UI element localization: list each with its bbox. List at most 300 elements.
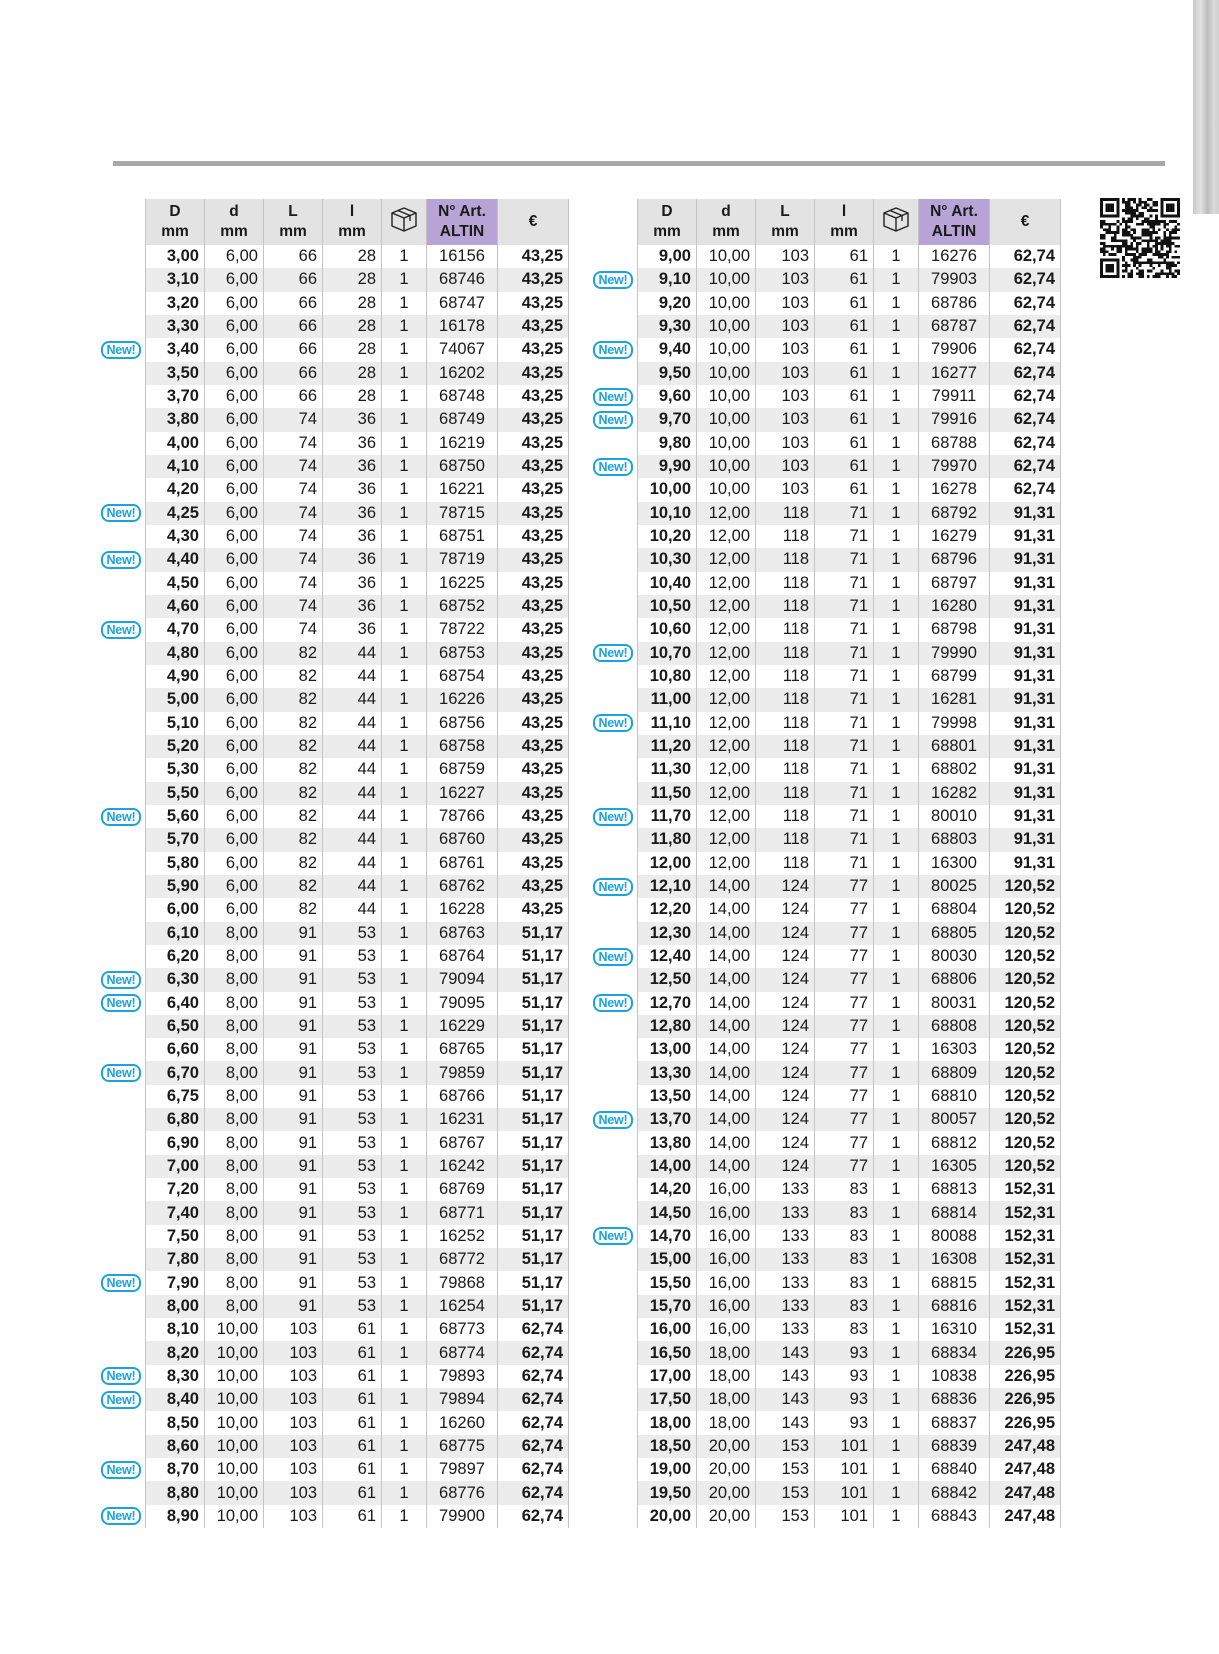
cell-pack-qty: 1: [382, 432, 427, 455]
cell-article-number: 16305: [919, 1155, 990, 1178]
cell-pack-qty: 1: [874, 1318, 919, 1341]
cell-pack-qty: 1: [874, 1178, 919, 1201]
cell-shank-diameter: 10,00: [697, 455, 756, 478]
table-row: [146, 595, 569, 618]
cell-flute-length: 83: [815, 1248, 874, 1271]
cell-flute-length: 77: [815, 968, 874, 991]
cell-pack-qty: 1: [382, 338, 427, 361]
cell-price: 226,95: [990, 1411, 1061, 1434]
cell-price: 91,31: [990, 665, 1061, 688]
cell-price: 62,74: [990, 338, 1061, 361]
cell-flute-length: 101: [815, 1458, 874, 1481]
cell-total-length: 91: [264, 1295, 323, 1318]
cell-flute-length: 53: [323, 945, 382, 968]
cell-shank-diameter: 12,00: [697, 688, 756, 711]
cell-flute-length: 61: [323, 1388, 382, 1411]
cell-flute-length: 71: [815, 548, 874, 571]
table-row: [638, 922, 1061, 945]
cell-article-number: 16310: [919, 1318, 990, 1341]
cell-article-number: 68840: [919, 1458, 990, 1481]
cell-article-number: 79900: [427, 1505, 498, 1528]
cell-total-length: 133: [756, 1225, 815, 1248]
cell-shank-diameter: 10,00: [697, 338, 756, 361]
new-badge: New!: [101, 1064, 141, 1082]
cell-shank-diameter: 6,00: [205, 385, 264, 408]
cell-total-length: 153: [756, 1458, 815, 1481]
cell-pack-qty: 1: [874, 1201, 919, 1224]
cell-article-number: 68769: [427, 1178, 498, 1201]
cell-total-length: 74: [264, 432, 323, 455]
cell-price: 62,74: [990, 362, 1061, 385]
cell-flute-length: 53: [323, 992, 382, 1015]
cell-shank-diameter: 8,00: [205, 1061, 264, 1084]
cell-total-length: 91: [264, 1178, 323, 1201]
cell-pack-qty: 1: [874, 758, 919, 781]
cell-diameter: 3,00: [146, 245, 205, 268]
cell-flute-length: 101: [815, 1435, 874, 1458]
cell-shank-diameter: 12,00: [697, 782, 756, 805]
cell-diameter: 14,50: [638, 1201, 697, 1224]
table-row: [638, 595, 1061, 618]
table-row: [638, 362, 1061, 385]
cell-flute-length: 36: [323, 525, 382, 548]
cell-diameter: 6,10: [146, 922, 205, 945]
cell-diameter: 12,70: [638, 992, 697, 1015]
cell-flute-length: 36: [323, 408, 382, 431]
table-row: [638, 782, 1061, 805]
cell-shank-diameter: 8,00: [205, 1038, 264, 1061]
cell-flute-length: 44: [323, 735, 382, 758]
cell-flute-length: 61: [323, 1318, 382, 1341]
cell-shank-diameter: 6,00: [205, 338, 264, 361]
table-row: [638, 1038, 1061, 1061]
cell-total-length: 103: [756, 455, 815, 478]
cell-flute-length: 28: [323, 245, 382, 268]
cell-shank-diameter: 14,00: [697, 898, 756, 921]
cell-pack-qty: 1: [382, 618, 427, 641]
qr-code-icon[interactable]: [1100, 198, 1180, 278]
cell-diameter: 20,00: [638, 1505, 697, 1528]
cell-shank-diameter: 16,00: [697, 1201, 756, 1224]
table-row: [146, 852, 569, 875]
cell-total-length: 118: [756, 735, 815, 758]
table-row: [638, 758, 1061, 781]
cell-diameter: 5,60: [146, 805, 205, 828]
cell-shank-diameter: 12,00: [697, 828, 756, 851]
cell-price: 91,31: [990, 525, 1061, 548]
cell-shank-diameter: 8,00: [205, 1248, 264, 1271]
cell-price: 152,31: [990, 1178, 1061, 1201]
table-row: [146, 1341, 569, 1364]
cell-flute-length: 53: [323, 1155, 382, 1178]
cell-article-number: 16226: [427, 688, 498, 711]
cell-flute-length: 44: [323, 828, 382, 851]
cell-pack-qty: 1: [874, 338, 919, 361]
cell-total-length: 66: [264, 292, 323, 315]
cell-diameter: 5,30: [146, 758, 205, 781]
cell-price: 91,31: [990, 618, 1061, 641]
cell-diameter: 13,50: [638, 1085, 697, 1108]
cell-pack-qty: 1: [382, 875, 427, 898]
cell-diameter: 5,80: [146, 852, 205, 875]
cell-article-number: 16276: [919, 245, 990, 268]
cell-total-length: 153: [756, 1481, 815, 1504]
cell-diameter: 3,50: [146, 362, 205, 385]
cell-flute-length: 61: [815, 268, 874, 291]
cell-pack-qty: 1: [382, 735, 427, 758]
cell-pack-qty: 1: [874, 1108, 919, 1131]
cell-flute-length: 71: [815, 828, 874, 851]
new-badge: New!: [593, 878, 633, 896]
cell-price: 43,25: [498, 408, 569, 431]
cell-diameter: 10,10: [638, 502, 697, 525]
table-row: [146, 292, 569, 315]
cell-shank-diameter: 12,00: [697, 758, 756, 781]
cell-price: 152,31: [990, 1318, 1061, 1341]
price-table-right: [637, 199, 1061, 1528]
cell-pack-qty: 1: [382, 782, 427, 805]
cell-diameter: 4,20: [146, 478, 205, 501]
table-row: [638, 712, 1061, 735]
cell-shank-diameter: 10,00: [697, 432, 756, 455]
cell-shank-diameter: 6,00: [205, 292, 264, 315]
cell-article-number: 16303: [919, 1038, 990, 1061]
cell-shank-diameter: 14,00: [697, 945, 756, 968]
cell-flute-length: 44: [323, 898, 382, 921]
cell-flute-length: 53: [323, 1178, 382, 1201]
cell-flute-length: 61: [815, 455, 874, 478]
cell-total-length: 133: [756, 1178, 815, 1201]
cell-diameter: 8,00: [146, 1295, 205, 1318]
cell-price: 43,25: [498, 478, 569, 501]
cell-total-length: 74: [264, 595, 323, 618]
cell-total-length: 103: [264, 1341, 323, 1364]
cell-article-number: 16300: [919, 852, 990, 875]
cell-pack-qty: 1: [382, 1271, 427, 1294]
table-row: [638, 1108, 1061, 1131]
cell-article-number: 79859: [427, 1061, 498, 1084]
cell-pack-qty: 1: [382, 1365, 427, 1388]
cell-diameter: 11,20: [638, 735, 697, 758]
cell-total-length: 91: [264, 1085, 323, 1108]
cell-diameter: 13,00: [638, 1038, 697, 1061]
cell-price: 62,74: [990, 455, 1061, 478]
cell-article-number: 80031: [919, 992, 990, 1015]
cell-flute-length: 44: [323, 642, 382, 665]
cell-article-number: 68808: [919, 1015, 990, 1038]
cell-flute-length: 28: [323, 315, 382, 338]
cell-pack-qty: 1: [382, 712, 427, 735]
new-badge: New!: [101, 341, 141, 359]
cell-total-length: 118: [756, 525, 815, 548]
cell-price: 43,25: [498, 548, 569, 571]
cell-shank-diameter: 14,00: [697, 1061, 756, 1084]
cell-total-length: 153: [756, 1435, 815, 1458]
cell-price: 51,17: [498, 1271, 569, 1294]
cell-article-number: 16282: [919, 782, 990, 805]
cell-total-length: 133: [756, 1201, 815, 1224]
cell-article-number: 68843: [919, 1505, 990, 1528]
cell-article-number: 68812: [919, 1131, 990, 1154]
cell-total-length: 82: [264, 665, 323, 688]
cell-pack-qty: 1: [382, 968, 427, 991]
cell-diameter: 6,50: [146, 1015, 205, 1038]
table-row: [638, 1435, 1061, 1458]
cell-total-length: 103: [756, 385, 815, 408]
cell-pack-qty: 1: [874, 1365, 919, 1388]
cell-article-number: 79903: [919, 268, 990, 291]
cell-price: 62,74: [990, 292, 1061, 315]
cell-article-number: 79893: [427, 1365, 498, 1388]
cell-price: 51,17: [498, 1178, 569, 1201]
table-row: [146, 945, 569, 968]
table-row: [638, 408, 1061, 431]
cell-diameter: 9,90: [638, 455, 697, 478]
cell-total-length: 103: [756, 362, 815, 385]
cell-price: 91,31: [990, 502, 1061, 525]
cell-total-length: 91: [264, 1201, 323, 1224]
cell-total-length: 133: [756, 1271, 815, 1294]
cell-price: 51,17: [498, 1085, 569, 1108]
table-row: [638, 478, 1061, 501]
cell-total-length: 103: [756, 315, 815, 338]
cell-shank-diameter: 6,00: [205, 362, 264, 385]
cell-total-length: 133: [756, 1295, 815, 1318]
cell-flute-length: 44: [323, 665, 382, 688]
cell-article-number: 68760: [427, 828, 498, 851]
cell-article-number: 68839: [919, 1435, 990, 1458]
cell-price: 120,52: [990, 875, 1061, 898]
cell-price: 152,31: [990, 1248, 1061, 1271]
table-row: [638, 828, 1061, 851]
table-row: [638, 852, 1061, 875]
cell-article-number: 79990: [919, 642, 990, 665]
cell-flute-length: 77: [815, 992, 874, 1015]
cell-shank-diameter: 6,00: [205, 432, 264, 455]
cell-pack-qty: 1: [874, 712, 919, 735]
cell-total-length: 82: [264, 758, 323, 781]
cell-pack-qty: 1: [382, 1295, 427, 1318]
cell-flute-length: 71: [815, 758, 874, 781]
table-row: [146, 1038, 569, 1061]
cell-total-length: 118: [756, 618, 815, 641]
cell-price: 43,25: [498, 268, 569, 291]
cell-article-number: 79906: [919, 338, 990, 361]
cell-shank-diameter: 14,00: [697, 1155, 756, 1178]
cell-price: 43,25: [498, 432, 569, 455]
cell-pack-qty: 1: [874, 1015, 919, 1038]
cell-article-number: 79094: [427, 968, 498, 991]
col-header-qty: [382, 199, 427, 245]
cell-total-length: 91: [264, 1061, 323, 1084]
cell-price: 247,48: [990, 1505, 1061, 1528]
cell-shank-diameter: 10,00: [697, 408, 756, 431]
table-row: [638, 1131, 1061, 1154]
cell-price: 43,25: [498, 828, 569, 851]
cell-price: 120,52: [990, 1038, 1061, 1061]
cell-price: 62,74: [498, 1435, 569, 1458]
cell-diameter: 8,40: [146, 1388, 205, 1411]
cell-article-number: 68810: [919, 1085, 990, 1108]
cell-shank-diameter: 8,00: [205, 1155, 264, 1178]
cell-total-length: 74: [264, 572, 323, 595]
table-row: [638, 618, 1061, 641]
cell-total-length: 103: [756, 432, 815, 455]
cell-pack-qty: 1: [874, 945, 919, 968]
table-row: [638, 1225, 1061, 1248]
cell-pack-qty: 1: [874, 525, 919, 548]
cell-price: 91,31: [990, 548, 1061, 571]
table-row: [146, 432, 569, 455]
cell-price: 62,74: [990, 478, 1061, 501]
table-row: [638, 315, 1061, 338]
cell-total-length: 103: [264, 1435, 323, 1458]
cell-article-number: 68772: [427, 1248, 498, 1271]
cell-price: 62,74: [498, 1388, 569, 1411]
cell-pack-qty: 1: [382, 898, 427, 921]
table-row: [146, 712, 569, 735]
cell-price: 120,52: [990, 1108, 1061, 1131]
cell-price: 43,25: [498, 688, 569, 711]
col-header-D: D mm: [146, 199, 205, 245]
cell-diameter: 4,00: [146, 432, 205, 455]
cell-total-length: 124: [756, 1108, 815, 1131]
cell-flute-length: 61: [815, 315, 874, 338]
cell-diameter: 5,70: [146, 828, 205, 851]
cell-total-length: 124: [756, 1038, 815, 1061]
cell-diameter: 4,90: [146, 665, 205, 688]
table-row: [638, 1481, 1061, 1504]
cell-pack-qty: 1: [382, 455, 427, 478]
table-row: [638, 1341, 1061, 1364]
cell-article-number: 79095: [427, 992, 498, 1015]
cell-pack-qty: 1: [382, 1458, 427, 1481]
cell-total-length: 91: [264, 1015, 323, 1038]
cell-flute-length: 28: [323, 362, 382, 385]
table-row: [638, 875, 1061, 898]
cell-pack-qty: 1: [382, 665, 427, 688]
cell-article-number: 79894: [427, 1388, 498, 1411]
cell-flute-length: 36: [323, 478, 382, 501]
cell-pack-qty: 1: [382, 1248, 427, 1271]
table-row: [146, 268, 569, 291]
cell-shank-diameter: 12,00: [697, 735, 756, 758]
cell-total-length: 133: [756, 1248, 815, 1271]
cell-article-number: 68801: [919, 735, 990, 758]
table-row: [146, 688, 569, 711]
col-header-D: D mm: [638, 199, 697, 245]
cell-article-number: 68758: [427, 735, 498, 758]
table-row: [146, 455, 569, 478]
cell-total-length: 103: [264, 1411, 323, 1434]
cell-diameter: 11,80: [638, 828, 697, 851]
cell-pack-qty: 1: [382, 572, 427, 595]
table-row: [638, 1411, 1061, 1434]
cell-shank-diameter: 14,00: [697, 992, 756, 1015]
cell-flute-length: 61: [815, 292, 874, 315]
table-row: [638, 1388, 1061, 1411]
cell-total-length: 74: [264, 618, 323, 641]
cell-total-length: 66: [264, 338, 323, 361]
cell-flute-length: 71: [815, 502, 874, 525]
cell-pack-qty: 1: [382, 828, 427, 851]
table-row: [638, 525, 1061, 548]
cell-article-number: 80030: [919, 945, 990, 968]
table-row: [638, 642, 1061, 665]
cell-price: 51,17: [498, 992, 569, 1015]
cell-flute-length: 77: [815, 898, 874, 921]
cell-flute-length: 44: [323, 758, 382, 781]
cell-article-number: 80088: [919, 1225, 990, 1248]
cell-total-length: 124: [756, 1015, 815, 1038]
cell-total-length: 143: [756, 1388, 815, 1411]
cell-price: 120,52: [990, 992, 1061, 1015]
cell-price: 226,95: [990, 1341, 1061, 1364]
cell-article-number: 16221: [427, 478, 498, 501]
cell-price: 62,74: [990, 315, 1061, 338]
cell-price: 43,25: [498, 758, 569, 781]
cell-diameter: 11,00: [638, 688, 697, 711]
table-row: [638, 688, 1061, 711]
cell-diameter: 13,80: [638, 1131, 697, 1154]
cell-flute-length: 77: [815, 1131, 874, 1154]
cell-total-length: 118: [756, 805, 815, 828]
new-badge: New!: [101, 1367, 141, 1385]
cell-flute-length: 77: [815, 875, 874, 898]
table-row: [146, 618, 569, 641]
cell-shank-diameter: 8,00: [205, 968, 264, 991]
cell-diameter: 3,10: [146, 268, 205, 291]
cell-diameter: 5,00: [146, 688, 205, 711]
cell-total-length: 82: [264, 735, 323, 758]
cell-total-length: 91: [264, 968, 323, 991]
package-box-icon: [389, 205, 419, 233]
cell-article-number: 68767: [427, 1131, 498, 1154]
cell-price: 62,74: [498, 1318, 569, 1341]
table-row: [146, 1225, 569, 1248]
table-row: [146, 992, 569, 1015]
cell-price: 91,31: [990, 642, 1061, 665]
cell-diameter: 10,80: [638, 665, 697, 688]
cell-article-number: 16281: [919, 688, 990, 711]
cell-diameter: 13,30: [638, 1061, 697, 1084]
cell-pack-qty: 1: [874, 432, 919, 455]
cell-shank-diameter: 20,00: [697, 1435, 756, 1458]
new-badge: New!: [101, 504, 141, 522]
cell-shank-diameter: 18,00: [697, 1388, 756, 1411]
cell-diameter: 15,50: [638, 1271, 697, 1294]
cell-diameter: 10,30: [638, 548, 697, 571]
cell-total-length: 118: [756, 758, 815, 781]
cell-pack-qty: 1: [382, 1435, 427, 1458]
cell-pack-qty: 1: [874, 618, 919, 641]
cell-shank-diameter: 14,00: [697, 1131, 756, 1154]
cell-pack-qty: 1: [382, 1201, 427, 1224]
cell-total-length: 103: [756, 338, 815, 361]
cell-article-number: 68788: [919, 432, 990, 455]
cell-total-length: 66: [264, 268, 323, 291]
cell-article-number: 68802: [919, 758, 990, 781]
cell-shank-diameter: 10,00: [697, 385, 756, 408]
cell-flute-length: 83: [815, 1201, 874, 1224]
cell-total-length: 118: [756, 572, 815, 595]
cell-article-number: 16231: [427, 1108, 498, 1131]
cell-price: 91,31: [990, 805, 1061, 828]
cell-flute-length: 83: [815, 1178, 874, 1201]
cell-shank-diameter: 10,00: [205, 1341, 264, 1364]
cell-price: 43,25: [498, 572, 569, 595]
cell-pack-qty: 1: [382, 758, 427, 781]
